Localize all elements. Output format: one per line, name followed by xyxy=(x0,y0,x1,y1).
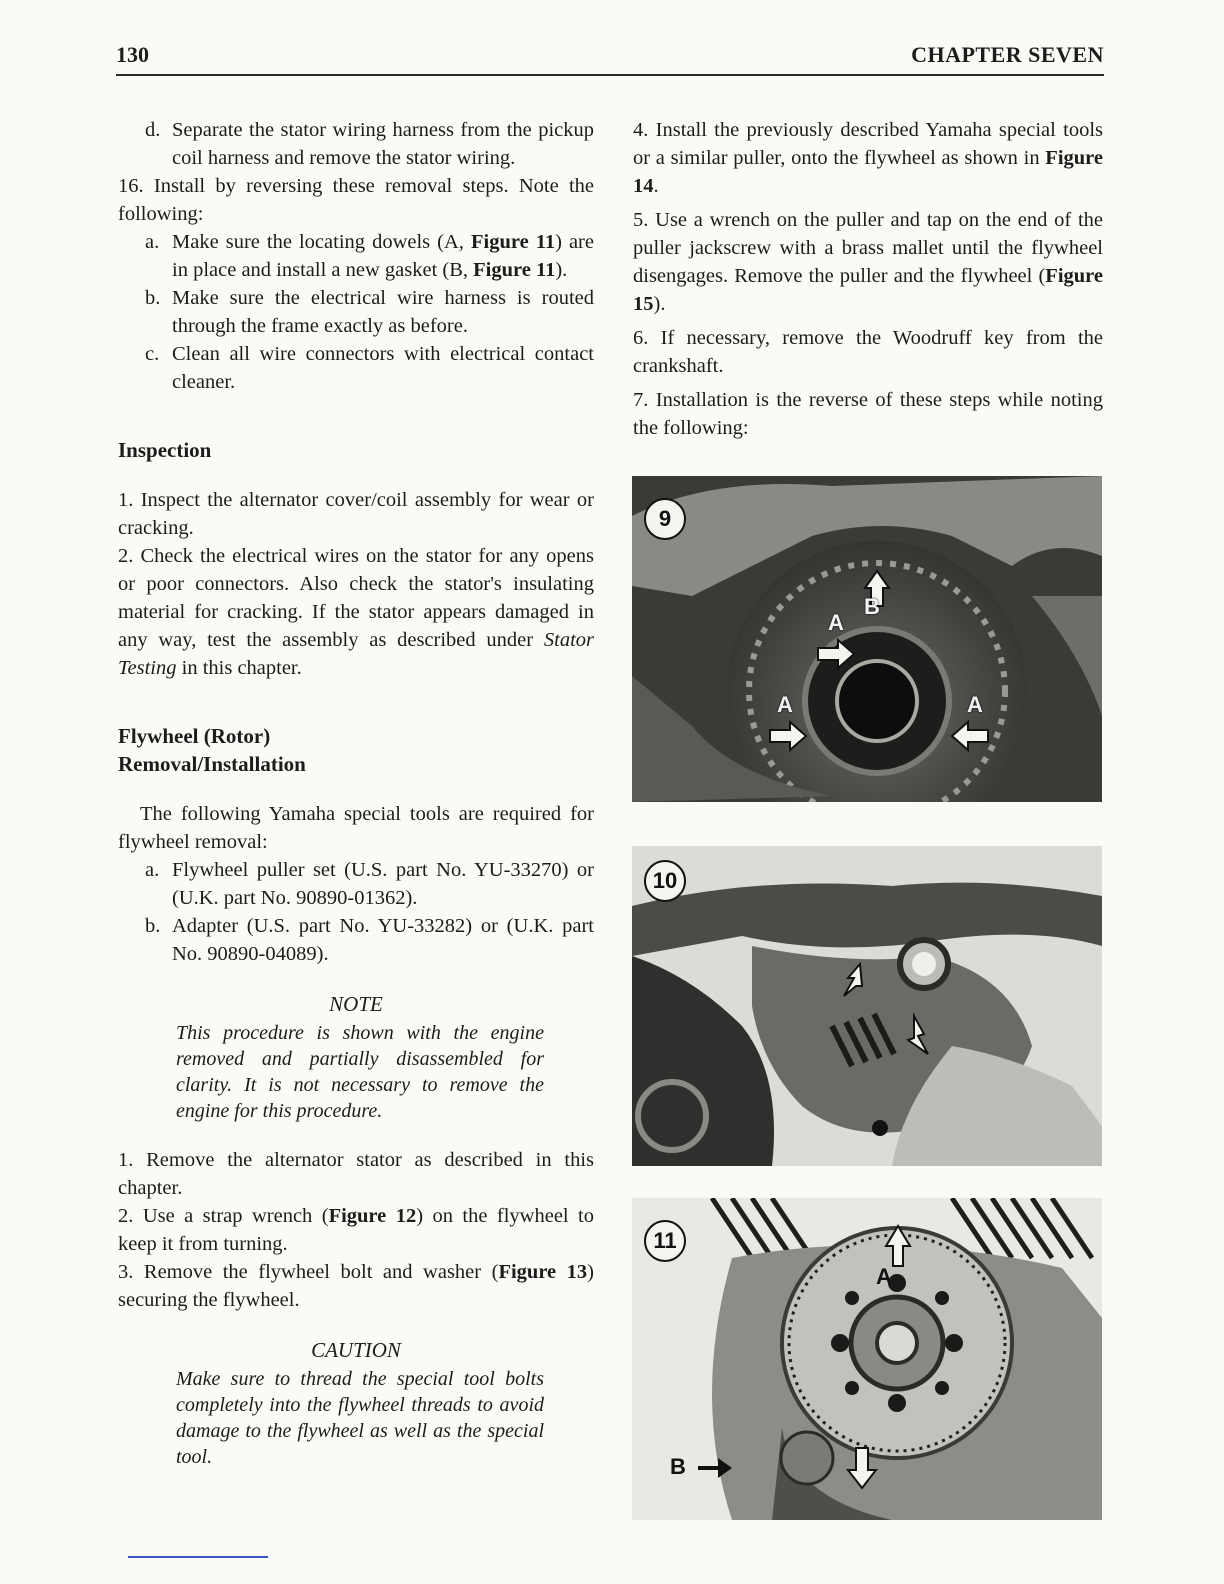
step-4-fig: Figure 14 xyxy=(633,147,1103,197)
figure-9-callout-a-left: A xyxy=(777,692,793,717)
figure-10-photo xyxy=(632,846,1102,1166)
figure-9-callout-a-top: A xyxy=(828,610,844,635)
removal-step-2-post: ) on the flywheel to keep it from turning. xyxy=(118,1205,594,1255)
tool-a xyxy=(118,856,594,912)
flywheel-heading-2: Removal/Installation xyxy=(118,752,306,776)
step-16: 16. Install by reversing these removal steps. Note the following: xyxy=(118,175,594,225)
inspection-step-1: 1. Inspect the alternator cover/coil assembly for wear or cracking. xyxy=(118,489,594,539)
step-d-label: d. xyxy=(145,119,161,141)
removal-step-3 xyxy=(118,1258,594,1314)
tool-b-label: b. xyxy=(145,915,161,937)
inspection-step-2-pre: 2. Check the electrical wires on the stator for any opens or poor connectors. Also check the stator's insulating material for cracking. If the stator appears damaged in any way, test the assembly as described under xyxy=(118,545,594,651)
caution-text: Make sure to thread the special tool bolts completely into the flywheel threads to avoid damage to the flywheel as well as the special tool. xyxy=(176,1368,544,1468)
figure-9-label: 9 xyxy=(644,498,686,540)
figure-11-label: 11 xyxy=(644,1220,686,1262)
step-16a-fig1: Figure 11 xyxy=(470,231,556,253)
step-16a-post: ). xyxy=(555,259,568,281)
step-5-post: ). xyxy=(653,293,666,315)
note-box xyxy=(118,990,594,1124)
figure-9-illustration xyxy=(632,476,1102,802)
step-d-text: Separate the stator wiring harness from the pickup coil harness and remove the stator wiring. xyxy=(172,119,594,169)
note-title: NOTE xyxy=(329,992,383,1016)
step-16c xyxy=(118,340,594,396)
step-7: 7. Installation is the reverse of these steps while noting the following: xyxy=(633,389,1103,439)
inspection-step-2-post: in this chapter. xyxy=(176,657,302,679)
step-5 xyxy=(633,206,1103,318)
removal-step-2-fig: Figure 12 xyxy=(328,1205,417,1227)
removal-step-2-pre: 2. Use a strap wrench ( xyxy=(118,1205,329,1227)
step-d xyxy=(118,116,594,172)
inspection-step-2 xyxy=(118,542,594,682)
step-16a-fig2: Figure 11 xyxy=(473,259,556,281)
chapter-title: CHAPTER SEVEN xyxy=(911,42,1104,67)
removal-step-3-post: ) securing the flywheel. xyxy=(118,1261,594,1311)
step-16c-label: c. xyxy=(145,343,160,365)
header-rule xyxy=(116,74,1104,76)
step-5-pre: 5. Use a wrench on the puller and tap on the end of the puller jackscrew with a brass mallet until the flywheel disengages. Remove the puller and the flywheel ( xyxy=(633,209,1103,287)
step-4 xyxy=(633,116,1103,200)
figure-11-photo xyxy=(632,1198,1102,1520)
removal-step-2 xyxy=(118,1202,594,1258)
figure-10-label: 10 xyxy=(644,860,686,902)
figure-11-callout-b: B xyxy=(670,1454,686,1479)
removal-step-3-fig: Figure 13 xyxy=(498,1261,588,1283)
figure-9-callout-b: B xyxy=(864,594,880,619)
figure-9-callout-a-right: A xyxy=(967,692,983,717)
removal-step-3-pre: 3. Remove the flywheel bolt and washer ( xyxy=(118,1261,499,1283)
inspection-step-2-italic: Stator Testing xyxy=(118,629,594,679)
step-16a-pre: Make sure the locating dowels (A, xyxy=(172,231,471,253)
step-16a xyxy=(118,228,594,284)
page-header xyxy=(116,42,1104,76)
step-5-fig: Figure 15 xyxy=(633,265,1103,315)
caution-box xyxy=(118,1336,594,1470)
tool-a-text: Flywheel puller set (U.S. part No. YU-33270) or (U.K. part No. 90890-01362). xyxy=(172,859,594,909)
step-16b-text: Make sure the electrical wire harness is routed through the frame exactly as before. xyxy=(172,287,594,337)
step-16a-label: a. xyxy=(145,231,160,253)
step-16b-label: b. xyxy=(145,287,161,309)
tool-a-label: a. xyxy=(145,859,160,881)
tools-intro: The following Yamaha special tools are required for flywheel removal: xyxy=(118,803,594,853)
tool-b xyxy=(118,912,594,968)
tool-b-text: Adapter (U.S. part No. YU-33282) or (U.K. part No. 90890-04089). xyxy=(172,915,594,965)
step-16a-mid: ) are in place and install a new gasket (B, xyxy=(172,231,594,281)
step-16c-text: Clean all wire connectors with electrical contact cleaner. xyxy=(172,343,594,393)
left-column xyxy=(118,116,594,1470)
figure-10-illustration xyxy=(632,846,1102,1166)
page-number: 130 xyxy=(116,42,149,67)
flywheel-heading-1: Flywheel (Rotor) xyxy=(118,724,271,748)
step-6: 6. If necessary, remove the Woodruff key from the crankshaft. xyxy=(633,327,1103,377)
step-4-pre: 4. Install the previously described Yamaha special tools or a similar puller, onto the flywheel as shown in xyxy=(633,119,1103,169)
removal-step-1: 1. Remove the alternator stator as described in this chapter. xyxy=(118,1149,594,1199)
figure-9-photo xyxy=(632,476,1102,802)
right-column xyxy=(633,116,1103,442)
caution-title: CAUTION xyxy=(311,1338,401,1362)
inspection-heading: Inspection xyxy=(118,438,212,462)
step-4-post: . xyxy=(653,175,659,197)
note-text: This procedure is shown with the engine removed and partially disassembled for clarity. It is not necessary to remove the engine for this procedure. xyxy=(176,1022,544,1122)
figure-11-illustration xyxy=(632,1198,1102,1520)
figure-11-callout-a: A xyxy=(876,1264,892,1289)
step-16b xyxy=(118,284,594,340)
footer-line xyxy=(128,1556,268,1558)
